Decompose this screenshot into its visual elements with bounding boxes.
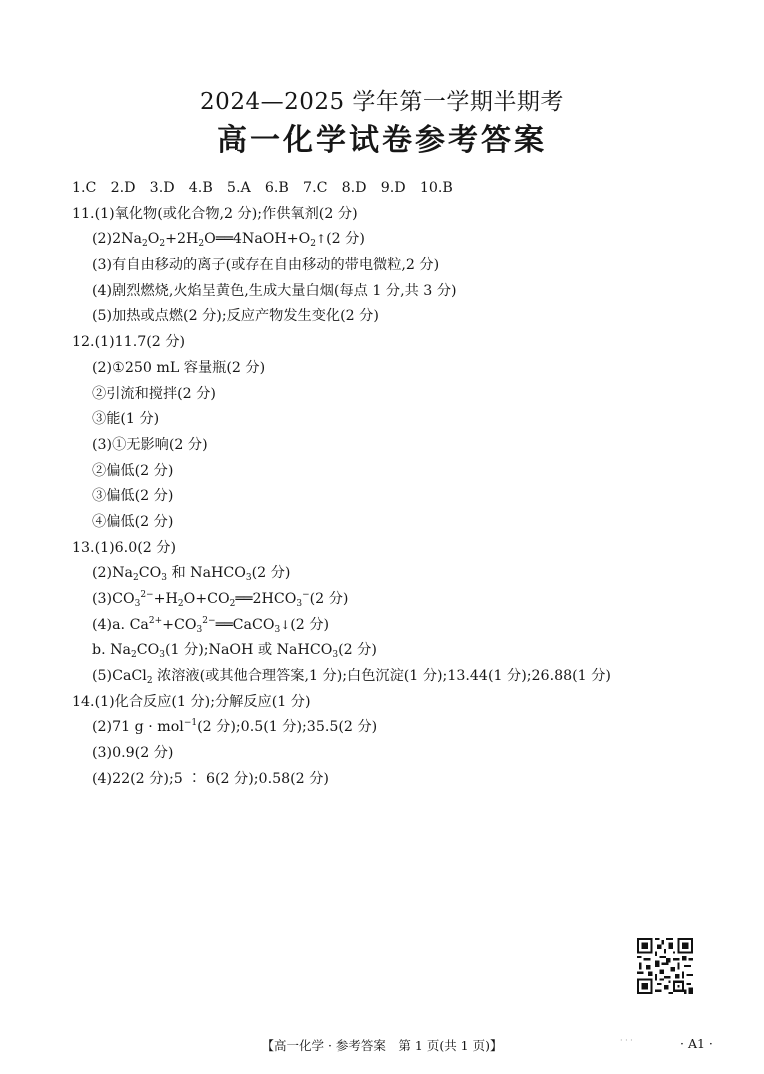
qr-code-icon[interactable] [637,938,693,994]
page-code: · A1 · [680,1036,713,1051]
q13-part3: $(3)CO_3^{2-}+H_2O+CO_2══2HCO_3^-(2$ 分) [92,590,349,609]
mc-answers: 1.C 2.D 3.D 4.B 5.A 6.B 7.C 8.D 9.D 10.B [72,180,453,196]
q14-part3: (3)0.9(2 分) [92,745,174,762]
q13-part2: $(2)Na_2CO_3$ 和 NaHCO$_3$(2 分) [92,565,291,584]
q13-part4a: (4)a. $Ca^{2+}+CO_3^{2-}══CaCO_3↓(2$ 分) [92,615,330,635]
q13-part4b: b. $Na_2CO_3(1$ 分);NaOH 或 NaHCO$_3$(2 分) [92,642,377,661]
gas-arrow-icon: ↑ [316,232,327,247]
q12-part2b: ②引流和搅拌(2 分) [92,385,216,402]
q11-part4: (4)剧烈燃烧,火焰呈黄色,生成大量白烟(每点 1 分,共 3 分) [92,282,457,299]
q12-part2a: (2)①250 mL 容量瓶(2 分) [92,359,266,376]
footer-dots: · · · [620,1036,633,1045]
q12-part3a: (3)①无影响(2 分) [92,436,208,453]
q14-part1: 14.(1)化合反应(1 分);分解反应(1 分) [72,693,311,710]
q13-part5: (5)CaCl$_2$ 浓溶液(或其他合理答案,1 分);白色沉淀(1 分);13.44(1 分);26.88(1 分) [92,668,611,687]
answer-body [72,176,722,793]
q11-part1: 11.(1)氧化物(或化合物,2 分);作供氧剂(2 分) [72,205,358,222]
q14-part4: (4)22(2 分);5 ∶ 6(2 分);0.58(2 分) [92,770,329,787]
q11-part2: $(2)2Na_2O_2+2H_2O══4NaOH+O_2↑(2$ 分) [92,231,365,250]
q14-part2: (2)71 g · mol$^{-1}$(2 分);0.5(1 分);35.5(2 分) [92,718,378,736]
q12-part3c: ③偏低(2 分) [92,488,174,505]
q12-part3b: ②偏低(2 分) [92,462,174,479]
q12-part3d: ④偏低(2 分) [92,513,174,530]
precipitate-arrow-icon: ↓ [280,617,291,632]
q11-part5: (5)加热或点燃(2 分);反应产物发生变化(2 分) [92,308,379,325]
answer-key-title: 高一化学试卷参考答案 [217,123,547,158]
page-footer: 【高一化学 · 参考答案 第 1 页(共 1 页)】 [261,1038,503,1053]
q12-part2c: ③能(1 分) [92,411,160,428]
q11-part3: (3)有自由移动的离子(或存在自由移动的带电微粒,2 分) [92,257,440,274]
q13-part1: 13.(1)6.0(2 分) [72,539,177,556]
q12-part1: 12.(1)11.7(2 分) [72,334,186,351]
exam-title: 2024—2025 学年第一学期半期考 [200,89,564,115]
